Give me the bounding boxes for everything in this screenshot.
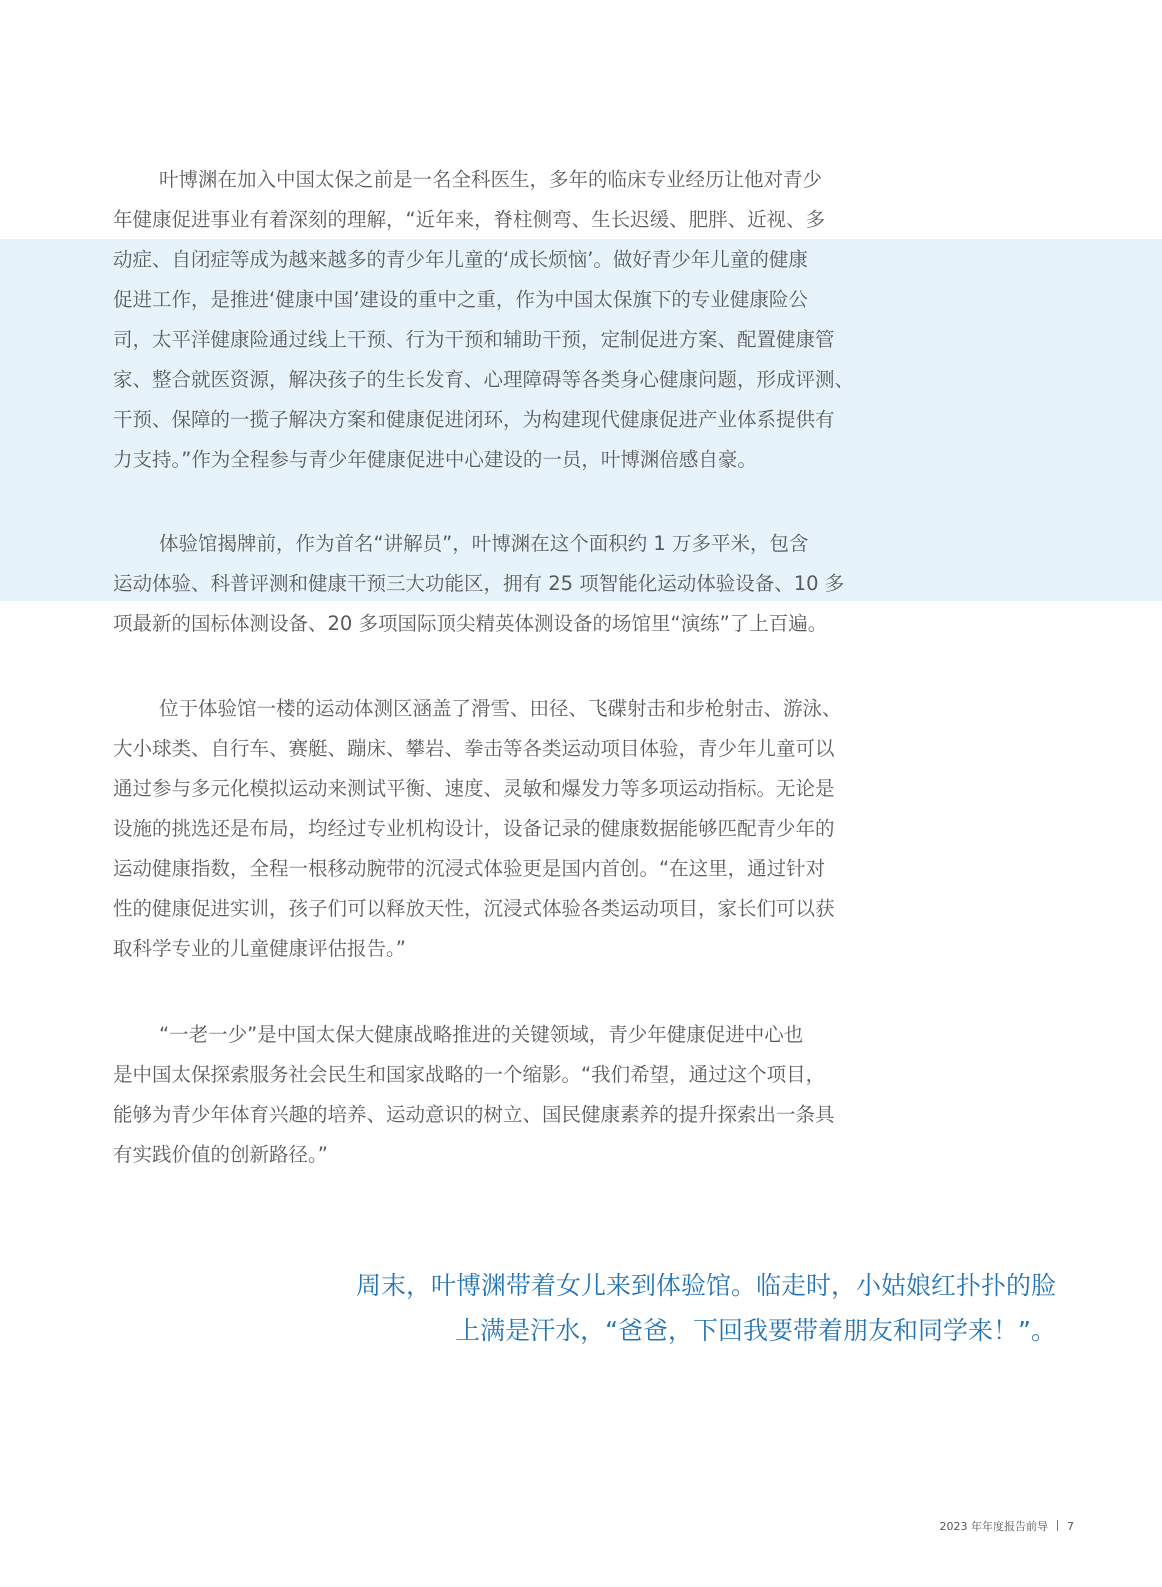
text-line: 运动体验、科普评测和健康干预三大功能区，拥有 25 项智能化运动体验设备、10 多 (113, 572, 845, 595)
text-line: 设施的挑选还是布局，均经过专业机构设计，设备记录的健康数据能够匹配青少年的 (113, 817, 835, 840)
text-line: 家、整合就医资源，解决孩子的生长发育、心理障碍等各类身心健康问题，形成评测、 (113, 368, 855, 391)
text-line: 通过参与多元化模拟运动来测试平衡、速度、灵敏和爆发力等多项运动指标。无论是 (113, 777, 835, 800)
text-line: 促进工作，是推进‘健康中国’建设的重中之重，作为中国太保旗下的专业健康险公 (113, 288, 808, 311)
text-line: 力支持。”作为全程参与青少年健康促进中心建设的一员，叶博渊倍感自豪。 (113, 448, 757, 471)
text-line: 位于体验馆一楼的运动体测区涵盖了滑雪、田径、飞碟射击和步枪射击、游泳、 (159, 697, 842, 720)
text-line: 取科学专业的儿童健康评估报告。” (113, 937, 406, 960)
text-line: 体验馆揭牌前，作为首名“讲解员”，叶博渊在这个面积约 1 万多平米，包含 (159, 532, 809, 555)
paragraph-intro (113, 160, 853, 480)
text-line: 有实践价值的创新路径。” (113, 1143, 328, 1166)
text-line: 年健康促进事业有着深刻的理解，“近年来，脊柱侧弯、生长迟缓、肥胖、近视、多 (113, 208, 826, 231)
text-line: 司，太平洋健康险通过线上干预、行为干预和辅助干预，定制促进方案、配置健康管 (113, 328, 835, 351)
text-line: “一老一少”是中国太保大健康战略推进的关键领域，青少年健康促进中心也 (159, 1023, 804, 1046)
text-line: 动症、自闭症等成为越来越多的青少年儿童的‘成长烦恼’。做好青少年儿童的健康 (113, 248, 808, 271)
text-line: 项最新的国标体测设备、20 多项国际顶尖精英体测设备的场馆里“演练”了上百遍。 (113, 612, 828, 635)
page-footer (940, 1518, 1075, 1534)
paragraph-guide (113, 524, 853, 644)
page-number: 7 (1067, 1520, 1074, 1533)
text-line: 大小球类、自行车、赛艇、蹦床、攀岩、拳击等各类运动项目体验，青少年儿童可以 (113, 737, 835, 760)
text-line: 性的健康促进实训，孩子们可以释放天性，沉浸式体验各类运动项目，家长们可以获 (113, 897, 835, 920)
pull-quote-line: 上满是汗水，“爸爸，下回我要带着朋友和同学来！”。 (455, 1316, 1056, 1345)
text-line: 运动健康指数，全程一根移动腕带的沉浸式体验更是国内首创。“在这里，通过针对 (113, 857, 826, 880)
text-line: 叶博渊在加入中国太保之前是一名全科医生，多年的临床专业经历让他对青少 (159, 168, 823, 191)
paragraph-strategy (113, 1015, 853, 1175)
pull-quote-line: 周末，叶博渊带着女儿来到体验馆。临走时，小姑娘红扑扑的脸 (355, 1271, 1056, 1300)
pull-quote (296, 1263, 1056, 1353)
footer-divider (1057, 1520, 1058, 1531)
text-line: 是中国太保探索服务社会民生和国家战略的一个缩影。“我们希望，通过这个项目， (113, 1063, 826, 1086)
report-title: 2023 年年度报告前导 (939, 1520, 1048, 1533)
paragraph-sports-zone (113, 689, 853, 969)
text-line: 能够为青少年体育兴趣的培养、运动意识的树立、国民健康素养的提升探索出一条具 (113, 1103, 835, 1126)
text-line: 干预、保障的一揽子解决方案和健康促进闭环，为构建现代健康促进产业体系提供有 (113, 408, 835, 431)
